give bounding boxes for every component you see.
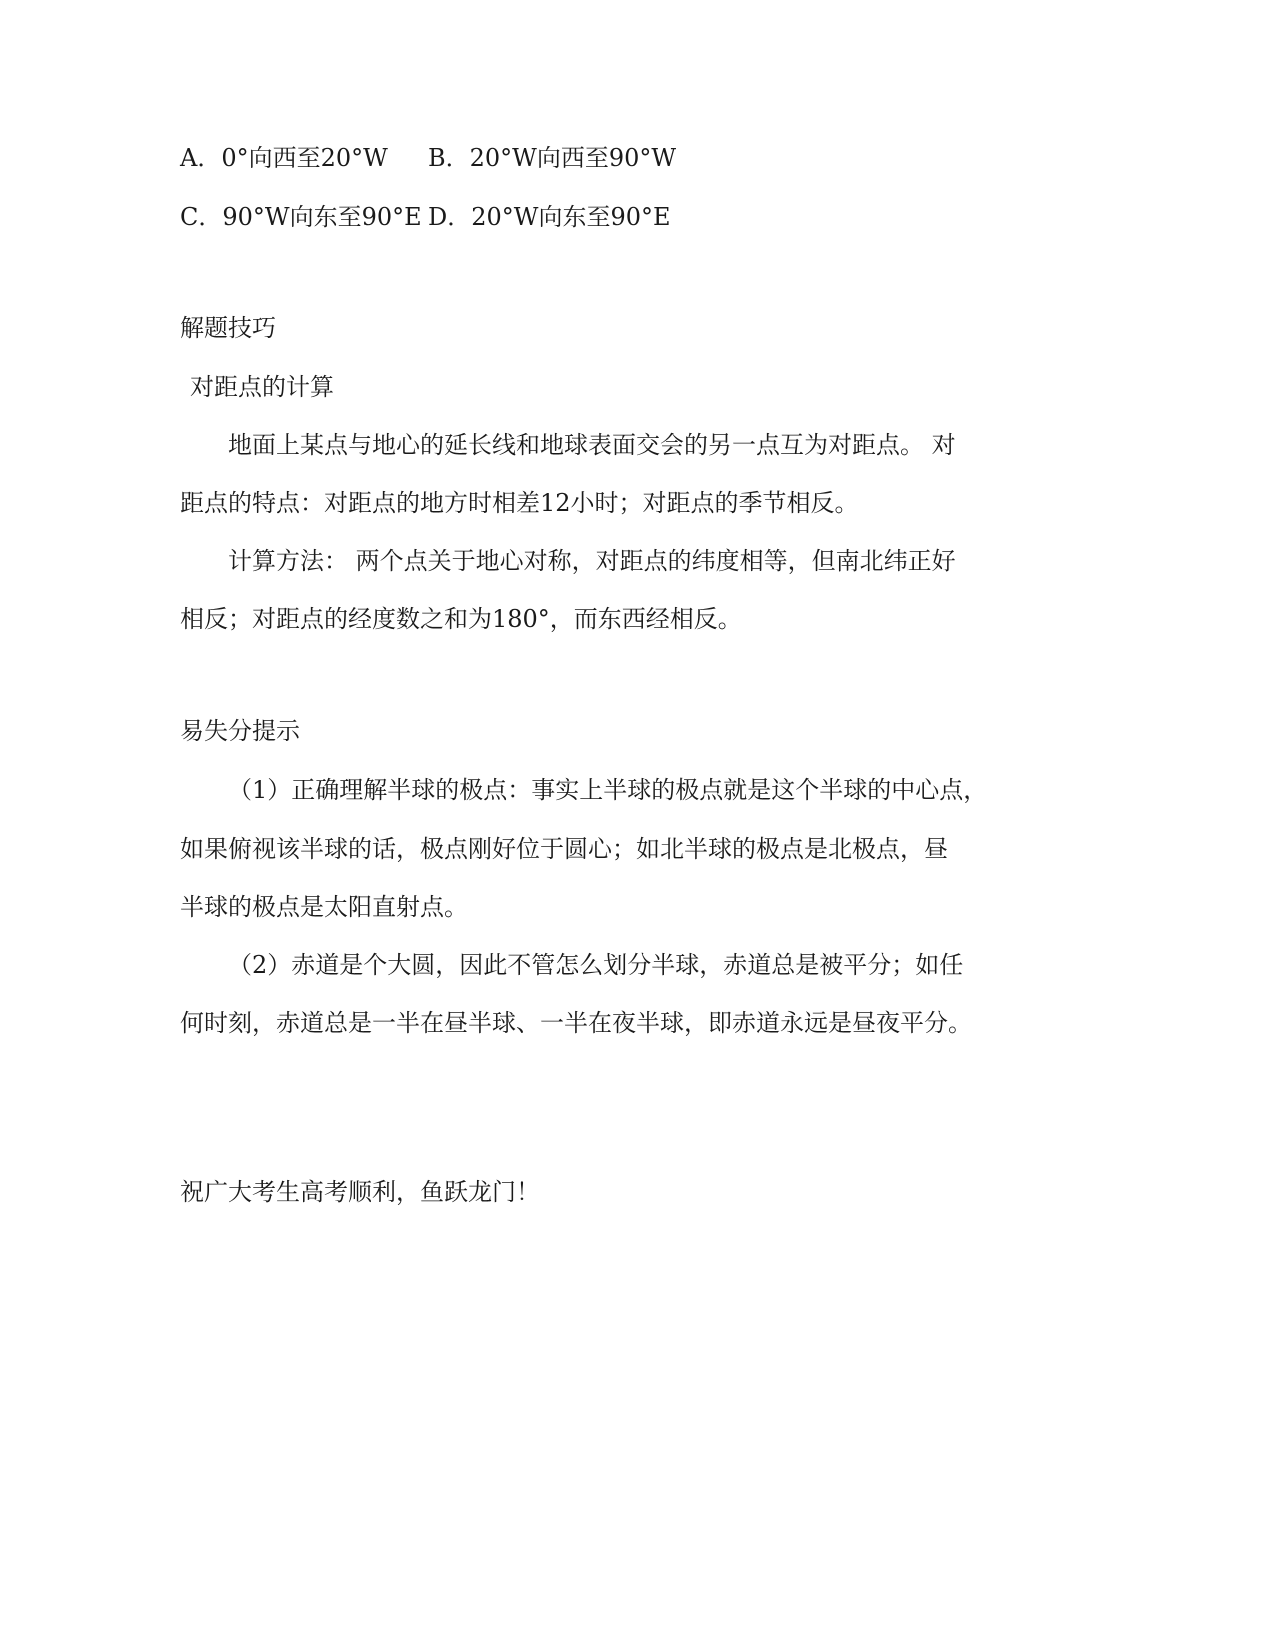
section-heading: 解题技巧: [180, 314, 276, 342]
sub-heading: 对距点的计算: [190, 373, 334, 401]
option-b: B．20°W向西至90°W: [428, 144, 677, 172]
paragraph-line: 如果俯视该半球的话，极点刚好位于圆心；如北半球的极点是北极点，昼: [180, 835, 948, 863]
option-a: A．0°向西至20°W: [180, 144, 388, 172]
section-heading: 易失分提示: [180, 717, 300, 745]
paragraph-line: 距点的特点：对距点的地方时相差12小时；对距点的季节相反。: [180, 489, 859, 517]
paragraph-line: 相反；对距点的经度数之和为180°，而东西经相反。: [180, 605, 742, 633]
option-d: D．20°W向东至90°E: [428, 203, 671, 231]
paragraph-line: 计算方法： 两个点关于地心对称，对距点的纬度相等，但南北纬正好: [228, 547, 956, 575]
option-c: C．90°W向东至90°E: [180, 203, 422, 231]
paragraph-line: （2）赤道是个大圆，因此不管怎么划分半球，赤道总是被平分；如任: [228, 951, 964, 979]
paragraph-line: 地面上某点与地心的延长线和地球表面交会的另一点互为对距点。 对: [228, 431, 956, 459]
closing-wish: 祝广大考生高考顺利，鱼跃龙门！: [180, 1178, 540, 1206]
paragraph-line: （1）正确理解半球的极点：事实上半球的极点就是这个半球的中心点，: [228, 776, 988, 804]
paragraph-line: 何时刻，赤道总是一半在昼半球、一半在夜半球，即赤道永远是昼夜平分。: [180, 1009, 972, 1037]
paragraph-line: 半球的极点是太阳直射点。: [180, 893, 468, 921]
